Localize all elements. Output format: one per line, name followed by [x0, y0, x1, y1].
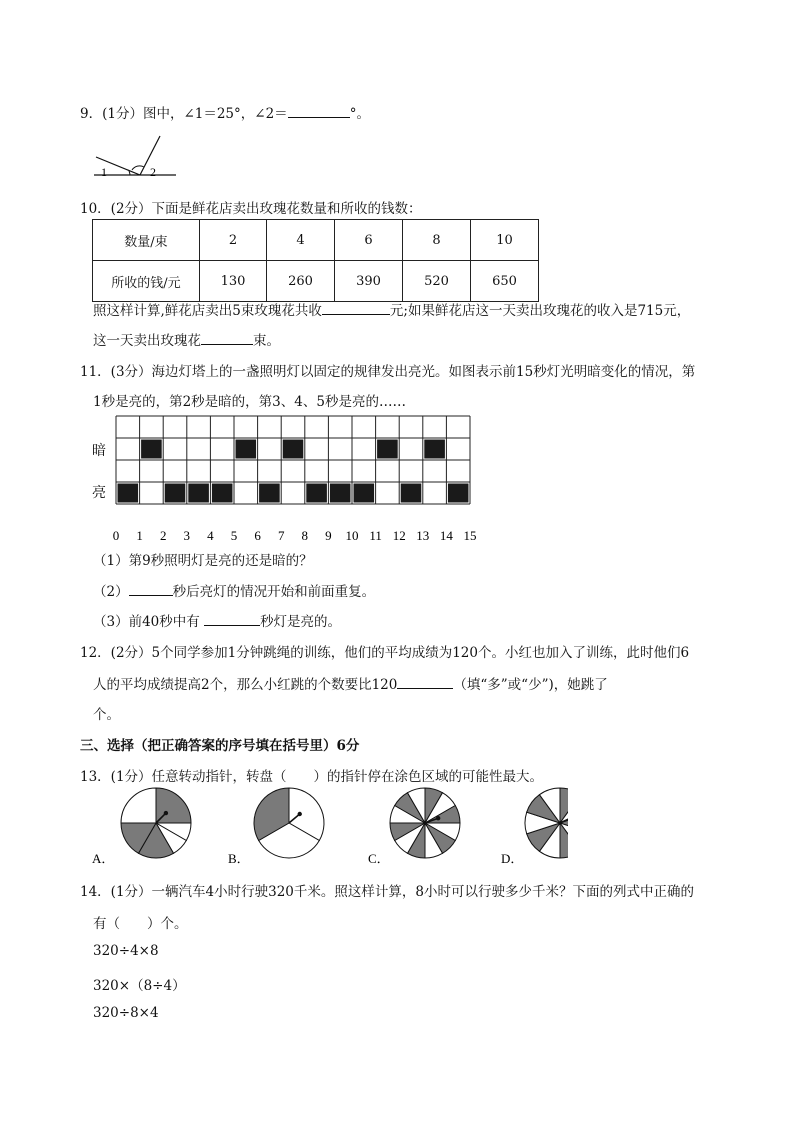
dark-cell: [283, 440, 304, 459]
table-cell: 390: [335, 261, 403, 302]
table-cell: 130: [200, 261, 267, 302]
tick-label: 11: [369, 528, 382, 542]
light-cell: [330, 484, 351, 503]
q9-suffix: °。: [349, 106, 370, 122]
tick-label: 3: [183, 528, 191, 542]
q10-line1: [93, 299, 690, 319]
q10-line2-b: 束。: [253, 333, 280, 349]
table-cell: 所收的钱/元: [93, 261, 200, 302]
q11-sub3: [93, 610, 341, 630]
dark-cell: [141, 440, 162, 459]
q14-option: 320×（8÷4）: [93, 978, 186, 994]
table-cell: 8: [403, 220, 471, 261]
q12-blank[interactable]: [397, 674, 453, 689]
q10-line1-a: 照这样计算,鲜花店卖出5束玫瑰花共收: [93, 303, 322, 319]
section-3-title: 三、选择（把正确答案的序号填在括号里）6分: [80, 738, 360, 754]
blank-sector: [121, 788, 156, 823]
q11-line2: 1秒是亮的，第2秒是暗的，第3、4、5秒是亮的……: [93, 394, 406, 410]
q10-text: 10．(2分）下面是鲜花店卖出玫瑰花数量和所收的钱数：: [80, 201, 422, 217]
angle-figure: [92, 133, 187, 181]
option-c-label[interactable]: C．: [368, 851, 390, 866]
q10-line2: [93, 329, 280, 349]
tick-label: 14: [439, 528, 453, 542]
grid-ticks: [113, 528, 477, 542]
light-cell: [306, 484, 327, 503]
option-b-label[interactable]: B．: [228, 851, 250, 866]
q11-sub2-suffix: 秒后亮灯的情况开始和前面重复。: [172, 584, 376, 600]
q11-sub2: [93, 580, 375, 600]
q14-line1: 14．(1分）一辆汽车4小时行驶320千米。照这样计算，8小时可以行驶多少千米？下面的列式中正确的: [80, 884, 694, 900]
tick-label: 15: [463, 528, 477, 542]
q11-blank-2[interactable]: [129, 581, 173, 596]
label-light: 亮: [92, 486, 106, 501]
grid-cells: [118, 440, 469, 503]
light-cell: [188, 484, 209, 503]
tick-label: 0: [112, 528, 120, 542]
table-cell: 520: [403, 261, 471, 302]
table-cell: 650: [471, 261, 539, 302]
tick-label: 6: [254, 528, 261, 542]
q12-line1: 12．(2分）5个同学参加1分钟跳绳的训练，他们的平均成绩为120个。小红也加入了训练，此时他们6: [80, 645, 690, 661]
q10-line2-a: 这一天卖出玫瑰花: [93, 333, 201, 349]
tick-label: 4: [207, 528, 214, 542]
q9-line: [80, 102, 370, 122]
q9-answer-blank[interactable]: [288, 103, 350, 118]
table-cell: 数量/束: [93, 220, 200, 261]
tick-label: 12: [392, 528, 406, 542]
needle-tip: [298, 812, 302, 816]
light-cell: [354, 484, 375, 503]
angle-label-1: 1: [101, 165, 107, 179]
dark-cell: [236, 440, 257, 459]
tick-label: 2: [159, 528, 167, 542]
q11-sub3-suffix: 秒灯是亮的。: [260, 614, 342, 630]
option-d-label[interactable]: D．: [501, 851, 524, 866]
q13-text: 13．(1分）任意转动指针，转盘（ ）的指针停在涂色区域的可能性最大。: [80, 769, 544, 785]
rose-sales-table: [92, 219, 539, 302]
lighthouse-grid: [90, 414, 490, 542]
angle-label-2: 2: [150, 165, 156, 179]
tick-label: 10: [345, 528, 359, 542]
q10-blank-2[interactable]: [201, 330, 253, 345]
q14-option: 320÷4×8: [93, 943, 159, 959]
light-cell: [259, 484, 280, 503]
spinners: [121, 788, 568, 858]
table-cell: 6: [335, 220, 403, 261]
q11-sub3-prefix: （3）前40秒中有: [93, 614, 205, 630]
tick-label: 9: [325, 528, 332, 542]
tick-label: 8: [301, 528, 309, 542]
tick-label: 1: [136, 528, 143, 542]
q11-line1: 11．(3分）海边灯塔上的一盏照明灯以固定的规律发出亮光。如图表示前15秒灯光明暗变化的情况，第: [80, 364, 696, 380]
label-dark: 暗: [92, 444, 106, 459]
light-cell: [448, 484, 469, 503]
table-cell: 2: [200, 220, 267, 261]
dark-cell: [424, 440, 445, 459]
q12-line3: 个。: [93, 707, 120, 723]
q11-sub1: （1）第9秒照明灯是亮的还是暗的？: [93, 553, 313, 569]
table-cell: 10: [471, 220, 539, 261]
option-a-label[interactable]: A．: [92, 851, 115, 866]
needle-tip: [164, 811, 168, 815]
q14-line2: 有（ ）个。: [93, 916, 188, 932]
table-cell: 4: [267, 220, 335, 261]
table-cell: 260: [267, 261, 335, 302]
q10-blank-1[interactable]: [322, 300, 390, 315]
q11-blank-3[interactable]: [204, 611, 260, 626]
light-cell: [401, 484, 422, 503]
needle-tip: [436, 816, 440, 820]
q12-line2-a: 人的平均成绩提高2个，那么小红跳的个数要比120: [93, 677, 398, 693]
light-cell: [118, 484, 139, 503]
q12-line2: [93, 673, 608, 693]
table-row: [93, 261, 539, 302]
q10-line1-b: 元;如果鲜花店这一天卖出玫瑰花的收入是715元，: [389, 303, 691, 319]
tick-label: 7: [277, 528, 285, 542]
q14-option: 320÷8×4: [93, 1005, 159, 1021]
tick-label: 5: [230, 528, 238, 542]
light-cell: [165, 484, 186, 503]
q9-text: 9．(1分）图中，∠1＝25°，∠2＝: [80, 106, 288, 122]
q12-line2-b: （填“多”或“少”)，她跳了: [453, 677, 608, 693]
table-row: [93, 220, 539, 261]
dark-cell: [377, 440, 398, 459]
q11-sub2-prefix: （2）: [93, 584, 129, 600]
light-cell: [212, 484, 233, 503]
spinner-options: [88, 785, 568, 873]
tick-label: 13: [416, 528, 430, 542]
